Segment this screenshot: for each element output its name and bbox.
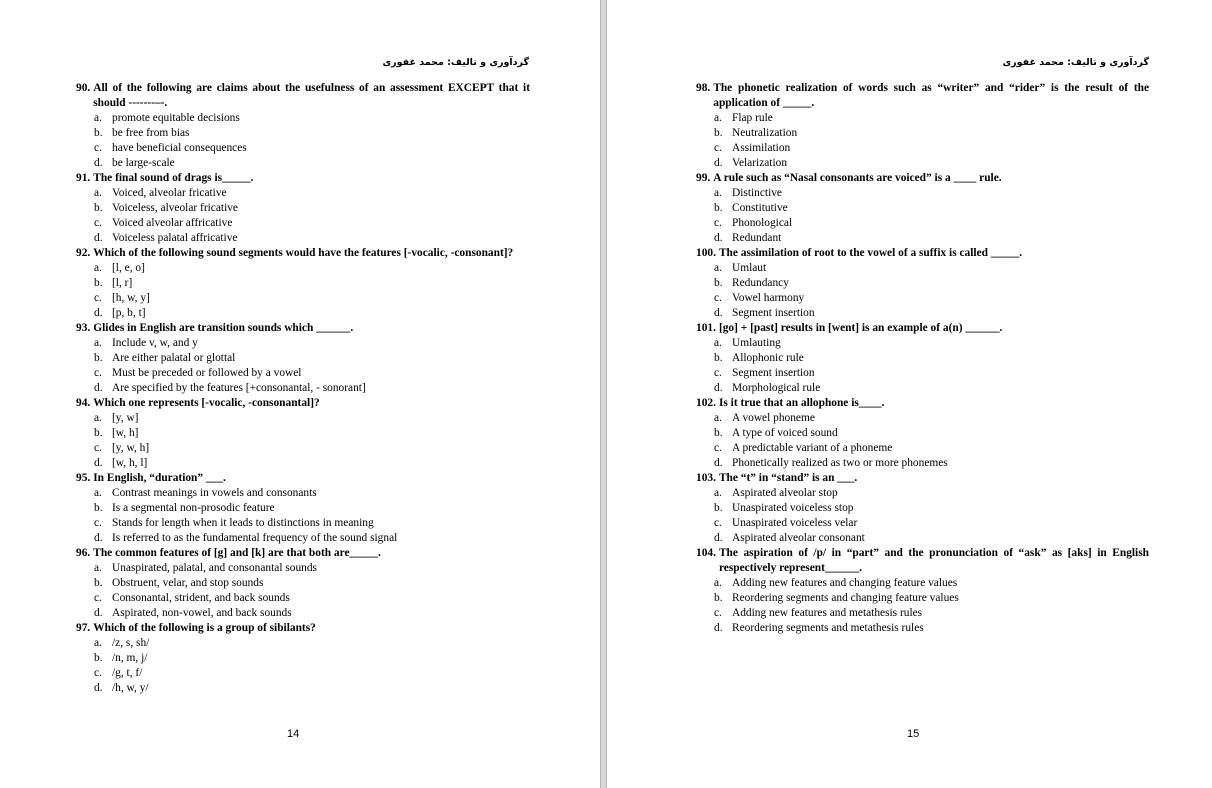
option-text: [w, h]: [112, 427, 139, 439]
answer-option: [94, 111, 530, 126]
answer-option: [94, 441, 530, 456]
answer-option: [714, 366, 1149, 381]
option-letter: b.: [714, 352, 723, 364]
option-text: Voiceless palatal affricative: [112, 232, 238, 244]
option-text: Redundant: [732, 232, 782, 244]
option-list: [696, 336, 1149, 396]
question-text: The final sound of drags is_____.: [93, 172, 254, 184]
answer-option: [94, 381, 530, 396]
option-text: Umlaut: [732, 262, 767, 274]
option-letter: d.: [714, 157, 723, 169]
option-text: Adding new features and changing feature values: [732, 577, 958, 589]
answer-option: [94, 486, 530, 501]
option-text: Are either palatal or glottal: [112, 352, 236, 364]
page-number: 15: [907, 728, 920, 740]
answer-option: [94, 336, 530, 351]
answer-option: [94, 576, 530, 591]
option-text: Aspirated alveolar stop: [732, 487, 838, 499]
option-letter: c.: [714, 217, 722, 229]
option-letter: c.: [714, 517, 722, 529]
answer-option: [94, 681, 530, 696]
answer-option: [94, 306, 530, 321]
option-text: Aspirated, non-vowel, and back sounds: [112, 607, 292, 619]
option-letter: a.: [714, 577, 722, 589]
answer-option: [714, 231, 1149, 246]
question-number: 97.: [76, 622, 91, 634]
answer-option: [714, 156, 1149, 171]
answer-option: [94, 261, 530, 276]
option-text: Unaspirated voiceless velar: [732, 517, 858, 529]
option-letter: c.: [94, 217, 102, 229]
question-text: Which of the following is a group of sibilants?: [93, 622, 316, 634]
option-text: Assimilation: [732, 142, 791, 154]
option-letter: d.: [94, 457, 103, 469]
option-letter: b.: [94, 277, 103, 289]
question: [76, 246, 530, 321]
answer-option: [714, 411, 1149, 426]
option-letter: a.: [714, 412, 722, 424]
page-header: گردآوری و تالیف: محمد غفوری: [1002, 57, 1149, 68]
option-text: Obstruent, velar, and stop sounds: [112, 577, 264, 589]
page-number: 14: [287, 728, 300, 740]
option-text: [l, e, o]: [112, 262, 145, 274]
question-number: 91.: [76, 172, 91, 184]
option-letter: b.: [94, 202, 103, 214]
answer-option: [714, 141, 1149, 156]
option-text: /g, t, f/: [112, 667, 143, 679]
option-text: Morphological rule: [732, 382, 821, 394]
option-text: [h, w, y]: [112, 292, 150, 304]
answer-option: [94, 666, 530, 681]
answer-option: [714, 126, 1149, 141]
option-list: [76, 411, 530, 471]
option-text: Allophonic rule: [732, 352, 804, 364]
option-letter: d.: [714, 622, 723, 634]
question-stem: [76, 621, 530, 636]
option-letter: c.: [94, 592, 102, 604]
option-text: Consonantal, strident, and back sounds: [112, 592, 290, 604]
option-text: /h, w, y/: [112, 682, 149, 694]
option-letter: b.: [94, 502, 103, 514]
answer-option: [714, 306, 1149, 321]
option-text: [w, h, l]: [112, 457, 148, 469]
answer-option: [94, 411, 530, 426]
question-text: The aspiration of /p/ in “part” and the pronunciation of “ask” as [aks] in English respectively represent______.: [718, 547, 1149, 574]
question-stem: [76, 396, 530, 411]
option-text: Umlauting: [732, 337, 781, 349]
answer-option: [94, 531, 530, 546]
option-letter: d.: [94, 157, 103, 169]
question-text: Is it true that an allophone is____.: [718, 397, 885, 409]
option-list: [76, 636, 530, 696]
option-text: be free from bias: [112, 127, 190, 139]
option-text: Contrast meanings in vowels and consonants: [112, 487, 317, 499]
option-letter: b.: [714, 202, 723, 214]
option-text: A vowel phoneme: [732, 412, 815, 424]
question-list: [696, 81, 1149, 636]
question-stem: [696, 546, 1149, 576]
question-list: [76, 81, 530, 696]
option-text: Vowel harmony: [732, 292, 805, 304]
option-letter: a.: [714, 337, 722, 349]
option-list: [76, 186, 530, 246]
answer-option: [714, 456, 1149, 471]
option-text: Neutralization: [732, 127, 798, 139]
option-letter: a.: [94, 187, 102, 199]
option-text: Adding new features and metathesis rules: [732, 607, 923, 619]
option-text: Voiced, alveolar fricative: [112, 187, 227, 199]
option-letter: b.: [714, 127, 723, 139]
answer-option: [94, 561, 530, 576]
answer-option: [714, 336, 1149, 351]
option-text: Distinctive: [732, 187, 782, 199]
question-stem: [76, 321, 530, 336]
answer-option: [94, 636, 530, 651]
option-letter: d.: [94, 382, 103, 394]
answer-option: [714, 516, 1149, 531]
question-number: 90.: [76, 82, 91, 94]
page-right: [607, 0, 1212, 788]
question-text: A rule such as “Nasal consonants are voiced” is a ____ rule.: [713, 172, 1002, 184]
question: [696, 321, 1149, 396]
option-letter: d.: [94, 232, 103, 244]
question-number: 102.: [696, 397, 716, 409]
answer-option: [714, 486, 1149, 501]
option-list: [76, 261, 530, 321]
option-text: Segment insertion: [732, 307, 815, 319]
option-letter: b.: [94, 652, 103, 664]
question: [696, 471, 1149, 546]
option-letter: d.: [714, 532, 723, 544]
option-letter: a.: [714, 112, 722, 124]
option-list: [696, 486, 1149, 546]
option-letter: d.: [714, 307, 723, 319]
question: [76, 546, 530, 621]
question: [76, 396, 530, 471]
option-letter: b.: [714, 277, 723, 289]
option-letter: b.: [94, 577, 103, 589]
answer-option: [714, 381, 1149, 396]
question-text: The common features of [g] and [k] are that both are_____.: [93, 547, 381, 559]
question-stem: [696, 396, 1149, 411]
question-stem: [696, 171, 1149, 186]
answer-option: [94, 201, 530, 216]
option-letter: c.: [94, 442, 102, 454]
option-letter: d.: [94, 682, 103, 694]
question-stem: [76, 246, 530, 261]
option-letter: a.: [94, 337, 102, 349]
answer-option: [714, 441, 1149, 456]
option-letter: b.: [94, 427, 103, 439]
question: [76, 621, 530, 696]
option-text: Flap rule: [732, 112, 773, 124]
option-letter: a.: [94, 487, 102, 499]
question-number: 103.: [696, 472, 716, 484]
question: [76, 171, 530, 246]
option-text: Is referred to as the fundamental frequency of the sound signal: [112, 532, 398, 544]
answer-option: [714, 186, 1149, 201]
answer-option: [94, 366, 530, 381]
option-letter: d.: [94, 307, 103, 319]
answer-option: [714, 591, 1149, 606]
answer-option: [714, 291, 1149, 306]
option-list: [696, 411, 1149, 471]
option-letter: a.: [714, 187, 722, 199]
answer-option: [94, 216, 530, 231]
option-text: Must be preceded or followed by a vowel: [112, 367, 302, 379]
option-text: Phonological: [732, 217, 793, 229]
option-text: [y, w]: [112, 412, 139, 424]
question-text: Which one represents [-vocalic, -consonantal]?: [93, 397, 320, 409]
answer-option: [714, 276, 1149, 291]
question-number: 100.: [696, 247, 716, 259]
answer-option: [714, 531, 1149, 546]
option-letter: a.: [714, 487, 722, 499]
option-letter: a.: [94, 262, 102, 274]
question-stem: [696, 471, 1149, 486]
option-letter: b.: [94, 352, 103, 364]
option-list: [76, 561, 530, 621]
option-letter: d.: [714, 232, 723, 244]
option-letter: d.: [714, 457, 723, 469]
question-number: 101.: [696, 322, 716, 334]
option-text: [l, r]: [112, 277, 133, 289]
option-text: A type of voiced sound: [732, 427, 838, 439]
question: [76, 81, 530, 171]
question: [76, 321, 530, 396]
answer-option: [94, 651, 530, 666]
page-divider: [600, 0, 607, 788]
answer-option: [94, 426, 530, 441]
option-letter: d.: [94, 532, 103, 544]
option-text: Reordering segments and metathesis rules: [732, 622, 924, 634]
option-letter: b.: [94, 127, 103, 139]
question-number: 98.: [696, 82, 711, 94]
option-text: [p, b, t]: [112, 307, 146, 319]
option-text: Are specified by the features [+consonantal, - sonorant]: [112, 382, 366, 394]
answer-option: [94, 351, 530, 366]
option-letter: b.: [714, 427, 723, 439]
option-list: [696, 261, 1149, 321]
option-letter: d.: [714, 382, 723, 394]
option-letter: a.: [94, 637, 102, 649]
option-letter: c.: [94, 142, 102, 154]
answer-option: [94, 186, 530, 201]
question: [696, 81, 1149, 171]
answer-option: [714, 111, 1149, 126]
question-stem: [76, 546, 530, 561]
answer-option: [714, 351, 1149, 366]
option-letter: a.: [714, 262, 722, 274]
option-letter: c.: [714, 292, 722, 304]
question-text: [go] + [past] results in [went] is an example of a(n) ______.: [718, 322, 1003, 334]
option-text: Phonetically realized as two or more phonemes: [732, 457, 948, 469]
answer-option: [94, 606, 530, 621]
option-list: [696, 576, 1149, 636]
answer-option: [714, 261, 1149, 276]
question-stem: [76, 471, 530, 486]
option-list: [696, 186, 1149, 246]
question-stem: [76, 81, 530, 111]
option-text: Is a segmental non-prosodic feature: [112, 502, 275, 514]
question-number: 96.: [76, 547, 91, 559]
answer-option: [714, 621, 1149, 636]
option-letter: c.: [94, 367, 102, 379]
option-list: [76, 486, 530, 546]
option-letter: c.: [94, 517, 102, 529]
question-number: 94.: [76, 397, 91, 409]
option-letter: c.: [94, 667, 102, 679]
option-letter: b.: [714, 502, 723, 514]
answer-option: [94, 276, 530, 291]
option-letter: c.: [714, 607, 722, 619]
option-letter: d.: [94, 607, 103, 619]
option-letter: c.: [714, 367, 722, 379]
answer-option: [714, 201, 1149, 216]
option-list: [76, 111, 530, 171]
option-text: promote equitable decisions: [112, 112, 240, 124]
question-stem: [696, 81, 1149, 111]
option-letter: a.: [94, 562, 102, 574]
option-text: Segment insertion: [732, 367, 815, 379]
option-text: Unaspirated voiceless stop: [732, 502, 854, 514]
question: [696, 396, 1149, 471]
question-number: 99.: [696, 172, 711, 184]
answer-option: [94, 516, 530, 531]
answer-option: [714, 426, 1149, 441]
question: [696, 546, 1149, 636]
option-text: have beneficial consequences: [112, 142, 247, 154]
answer-option: [714, 501, 1149, 516]
answer-option: [714, 606, 1149, 621]
answer-option: [94, 456, 530, 471]
question-text: The phonetic realization of words such as “writer” and “rider” is the result of the application of _____.: [713, 82, 1149, 109]
page-left: [0, 0, 600, 788]
option-letter: b.: [714, 592, 723, 604]
question-text: Which of the following sound segments would have the features [-vocalic, -consonant]?: [93, 247, 514, 259]
answer-option: [94, 291, 530, 306]
option-text: Velarization: [732, 157, 788, 169]
option-text: Redundancy: [732, 277, 789, 289]
question-number: 95.: [76, 472, 91, 484]
option-text: be large-scale: [112, 157, 175, 169]
option-text: [y, w, h]: [112, 442, 150, 454]
option-text: A predictable variant of a phoneme: [732, 442, 893, 454]
question: [696, 246, 1149, 321]
option-text: Voiceless, alveolar fricative: [112, 202, 238, 214]
option-text: Unaspirated, palatal, and consonantal sounds: [112, 562, 317, 574]
answer-option: [94, 231, 530, 246]
question-text: Glides in English are transition sounds which ______.: [93, 322, 354, 334]
question-stem: [696, 246, 1149, 261]
option-letter: c.: [94, 292, 102, 304]
question: [76, 471, 530, 546]
option-list: [696, 111, 1149, 171]
question-text: The “t” in “stand” is an ___.: [718, 472, 858, 484]
question-text: In English, “duration” ___.: [93, 472, 226, 484]
question-text: The assimilation of root to the vowel of a suffix is called _____.: [718, 247, 1023, 259]
option-text: Stands for length when it leads to distinctions in meaning: [112, 517, 374, 529]
question-stem: [696, 321, 1149, 336]
question-number: 93.: [76, 322, 91, 334]
question-number: 104.: [696, 547, 716, 559]
question-number: 92.: [76, 247, 91, 259]
option-text: Constitutive: [732, 202, 788, 214]
question-stem: [76, 171, 530, 186]
answer-option: [94, 126, 530, 141]
option-text: /z, s, sh/: [112, 637, 150, 649]
answer-option: [714, 576, 1149, 591]
option-letter: c.: [714, 442, 722, 454]
answer-option: [94, 591, 530, 606]
option-text: Reordering segments and changing feature values: [732, 592, 959, 604]
option-text: Include v, w, and y: [112, 337, 198, 349]
question-text: All of the following are claims about the usefulness of an assessment EXCEPT that it should -------–-.: [93, 82, 530, 109]
option-letter: a.: [94, 112, 102, 124]
option-letter: c.: [714, 142, 722, 154]
page-header: گردآوری و تالیف: محمد غفوری: [382, 57, 529, 68]
answer-option: [94, 141, 530, 156]
option-text: Aspirated alveolar consonant: [732, 532, 865, 544]
option-letter: a.: [94, 412, 102, 424]
question: [696, 171, 1149, 246]
answer-option: [94, 156, 530, 171]
option-text: /n, m, j/: [112, 652, 148, 664]
option-list: [76, 336, 530, 396]
answer-option: [714, 216, 1149, 231]
answer-option: [94, 501, 530, 516]
option-text: Voiced alveolar affricative: [112, 217, 233, 229]
